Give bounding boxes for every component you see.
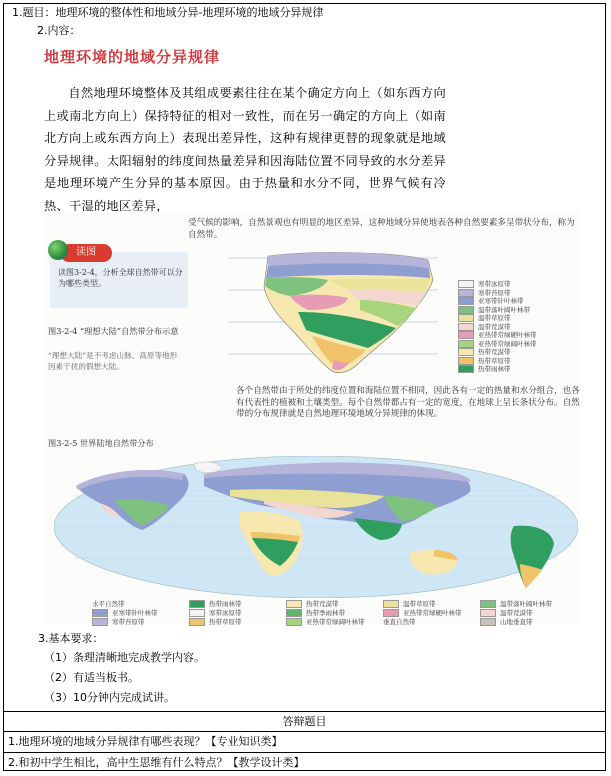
legend-swatch xyxy=(458,348,474,356)
legend-ideal-item xyxy=(458,314,511,322)
legend-swatch xyxy=(480,609,496,617)
legend-label: 温带草原带 xyxy=(403,600,436,608)
legend-label: 温带荒漠带 xyxy=(500,609,533,617)
legend-world-item xyxy=(92,609,158,617)
legend-label: 亚热带常绿阔叶林带 xyxy=(306,618,365,626)
world-zones-map xyxy=(54,456,578,598)
legend-label: 寒带冰原带 xyxy=(209,609,242,617)
legend-label: 热带荒漠带 xyxy=(478,348,511,356)
qa-title: 答辩题目 xyxy=(282,715,327,728)
legend-label: 垂直自然带 xyxy=(383,618,416,626)
legend-swatch xyxy=(189,600,205,608)
legend-world-item xyxy=(189,600,242,608)
legend-swatch xyxy=(92,618,108,626)
legend-ideal-item xyxy=(458,323,511,331)
requirements-label: 3.基本要求： xyxy=(38,632,104,645)
legend-swatch xyxy=(458,289,474,297)
fig1-caption: 图3-2-4 “理想大陆”自然带分布示意 xyxy=(48,326,179,336)
legend-world-item xyxy=(286,618,365,626)
legend-swatch xyxy=(189,609,205,617)
legend-swatch xyxy=(92,609,108,617)
legend-ideal-item xyxy=(458,331,537,339)
content-label: 2.内容： xyxy=(37,24,81,37)
question-1: 1.地理环境的地域分异规律有哪些表现？【专业知识类】 xyxy=(8,735,283,748)
textbook-figure xyxy=(44,212,580,624)
requirement-item-1: （1）条理清晰地完成教学内容。 xyxy=(44,651,205,664)
legend-label: 山地垂直带 xyxy=(500,618,533,626)
question-2: 2.和初中学生相比，高中生思维有什么特点？【教学设计类】 xyxy=(8,756,305,769)
textbook-text-mid: 各个自然带由于所处的纬度位置和海陆位置不相同，因此各有一定的热量和水分组合，也各有代表性的植被和土壤类型。每个自然带都占有一定的宽度，在地球上呈长条状分布。自然带的分布规律就是自然地理环境地域分异规律的体现。 xyxy=(236,386,580,419)
legend-swatch xyxy=(458,331,474,339)
legend-swatch xyxy=(458,357,474,365)
legend-swatch xyxy=(286,609,302,617)
legend-swatch xyxy=(286,618,302,626)
legend-swatch xyxy=(458,365,474,373)
legend-label: 热带荒漠带 xyxy=(306,600,339,608)
legend-ideal-item xyxy=(458,365,511,373)
legend-label: 热带季雨林带 xyxy=(306,609,345,617)
legend-label: 亚热带常绿阔叶林带 xyxy=(478,339,537,348)
topic-label: 1.题目：地理环境的整体性和地域分异-地理环境的地域分异规律 xyxy=(12,6,324,19)
legend-swatch xyxy=(458,280,474,288)
legend-world-item xyxy=(383,600,436,608)
requirement-item-2: （2）有适当板书。 xyxy=(44,671,139,684)
legend-world-item xyxy=(383,609,462,617)
legend-swatch xyxy=(458,297,474,305)
section-heading: 地理环境的地域分异规律 xyxy=(44,48,221,66)
legend-swatch xyxy=(383,609,399,617)
legend-label: 水平自然带 xyxy=(92,600,125,608)
legend-label: 温带荒漠带 xyxy=(478,322,511,331)
legend-label: 亚寒带针叶林带 xyxy=(112,609,158,617)
read-text: 读图3-2-4，分析全球自然带可以分为哪些类型。 xyxy=(58,268,183,288)
legend-world-item xyxy=(480,609,533,617)
legend-label: 寒带苔原带 xyxy=(112,618,145,626)
fig2-caption: 图3-2-5 世界陆地自然带分布 xyxy=(48,438,154,448)
legend-label: 温带落叶阔叶林带 xyxy=(478,305,530,314)
legend-label: 热带草原带 xyxy=(478,356,511,365)
fig1-note: “理想大陆”是不考虑山脉、高原等地形因素干扰的假想大陆。 xyxy=(48,351,178,371)
legend-world-item xyxy=(383,618,416,626)
ideal-continent-map xyxy=(228,250,438,378)
legend-swatch xyxy=(458,314,474,322)
legend-label: 亚热带常绿硬叶林带 xyxy=(403,609,462,617)
divider-top xyxy=(3,711,606,712)
body-paragraph xyxy=(44,82,446,217)
legend-ideal-item xyxy=(458,306,530,314)
legend-label: 寒带苔原带 xyxy=(478,288,511,297)
requirement-item-3: （3）10分钟内完成试讲。 xyxy=(44,691,175,704)
divider-mid xyxy=(3,731,606,732)
legend-world-item xyxy=(286,600,339,608)
legend-ideal-item xyxy=(458,280,511,288)
legend-label: 热带草原带 xyxy=(209,618,242,626)
divider-bottom xyxy=(3,752,606,753)
legend-ideal-item xyxy=(458,297,524,305)
legend-label: 热带雨林带 xyxy=(209,600,242,608)
paragraph-text: 自然地理环境整体及其组成要素往往在某个确定方向上（如东西方向上或南北方向上）保持特征的相对一致性，而在另一确定的方向上（如南北方向上或东西方向上）表现出差异性，这种有规律更替的现象就是地域分异规律。太阳辐射的纬度间热量差异和因海陆位置不同导致的水分差异是地理环境产生分异的基本原因。由于热量和水分不同，世界气候有冷热、干湿的地区差异， xyxy=(44,86,446,213)
legend-world-item xyxy=(480,600,552,608)
legend-label: 温带草原带 xyxy=(478,314,511,322)
legend-world-item xyxy=(189,618,242,626)
legend-swatch xyxy=(458,306,474,314)
read-label: 读图 xyxy=(60,244,112,262)
legend-label: 温带落叶阔叶林带 xyxy=(500,600,552,608)
legend-ideal-item xyxy=(458,340,537,348)
legend-swatch xyxy=(480,618,496,626)
textbook-text-top: 受气候的影响，自然景观也有明显的地区差异，这种地域分异使地表各种自然要素多呈带状分布，称为自然带。 xyxy=(188,218,575,240)
legend-world-item xyxy=(480,618,533,626)
legend-label: 寒带冰原带 xyxy=(478,280,511,288)
legend-swatch xyxy=(480,600,496,608)
legend-swatch xyxy=(189,618,205,626)
legend-world-item xyxy=(92,618,145,626)
legend-swatch xyxy=(383,600,399,608)
globe-icon xyxy=(48,240,68,260)
legend-ideal-item xyxy=(458,357,511,365)
legend-label: 亚热带常绿硬叶林带 xyxy=(478,331,537,339)
legend-label: 亚寒带针叶林带 xyxy=(478,297,524,305)
legend-world-item xyxy=(286,609,345,617)
legend-swatch xyxy=(286,600,302,608)
legend-ideal-item xyxy=(458,289,511,297)
legend-label: 热带雨林带 xyxy=(478,365,511,373)
legend-ideal-item xyxy=(458,348,511,356)
legend-world-item xyxy=(189,609,242,617)
legend-swatch xyxy=(458,323,474,331)
legend-swatch xyxy=(458,340,474,348)
legend-world-item xyxy=(92,600,125,608)
